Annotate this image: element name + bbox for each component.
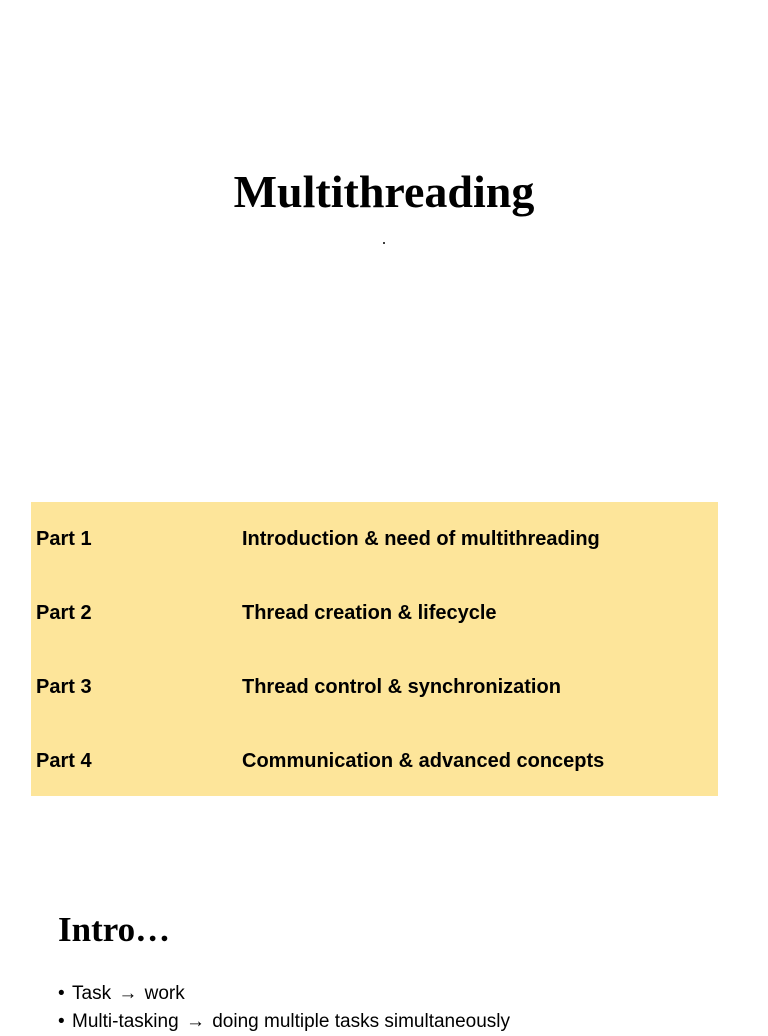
part-description: Thread control & synchronization: [242, 676, 561, 698]
parts-table: [31, 502, 718, 796]
bullet-icon: •: [58, 1011, 65, 1032]
slide-title: Multithreading: [233, 166, 535, 217]
bullet-term: Multi-tasking: [72, 1011, 179, 1032]
part-row: [31, 593, 718, 633]
bullet-icon: •: [58, 983, 65, 1004]
arrow-right-icon: →: [185, 1011, 205, 1032]
part-label: Part 2: [36, 602, 92, 624]
part-description: Introduction & need of multithreading: [242, 528, 600, 550]
part-row: [31, 667, 718, 707]
part-row: [31, 741, 718, 781]
bullet-definition: doing multiple tasks simultaneously: [212, 1011, 511, 1032]
title-dot: [383, 242, 385, 244]
intro-heading: Intro…: [58, 910, 171, 949]
part-label: Part 1: [36, 528, 92, 550]
arrow-right-icon: →: [118, 983, 138, 1004]
part-description: Thread creation & lifecycle: [242, 602, 497, 624]
part-row: [31, 519, 718, 559]
bullet-term: Task: [72, 983, 112, 1004]
intro-bullet-list: [58, 980, 510, 1036]
part-label: Part 3: [36, 676, 92, 698]
intro-bullet-item: [58, 980, 510, 1008]
part-description: Communication & advanced concepts: [242, 750, 605, 772]
part-label: Part 4: [36, 750, 92, 772]
intro-bullet-item: [58, 1008, 510, 1036]
bullet-definition: work: [144, 983, 185, 1004]
